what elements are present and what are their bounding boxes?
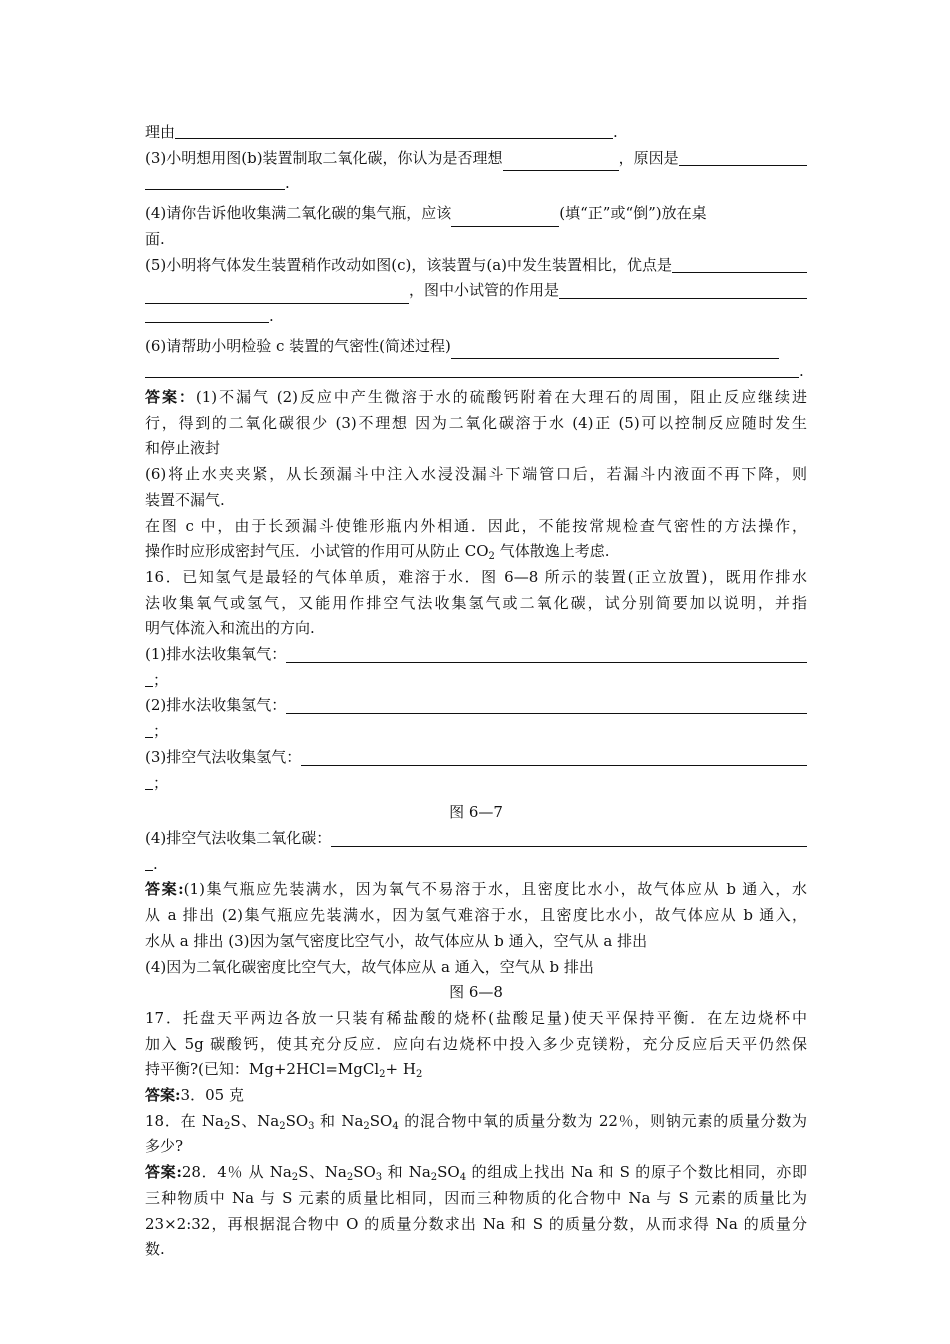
- figure-caption-6-7: 图 6—7: [449, 803, 503, 822]
- q15-part4-cont: 面.: [145, 229, 165, 248]
- q15-part6: (6)请帮助小明检验 c 装置的气密性(简述过程): [145, 334, 807, 360]
- q15-part3-cont: .: [145, 171, 807, 197]
- q15-answer-line3: 和停止液封: [145, 439, 221, 458]
- q16-answer-line4: (4)因为二氧化碳密度比空气大，故气体应从 a 通入，空气从 b 排出: [145, 957, 594, 976]
- q16-stem-line1: 16．已知氢气是最轻的气体单质，难溶于水．图 6—8 所示的装置(正立放置)，既用作排水: [145, 567, 807, 586]
- reason-line: 理由 .: [145, 123, 618, 141]
- q15-answer-line6: 在图 c 中，由于长颈漏斗使锥形瓶内外相通．因此，不能按常规检查气密性的方法操作，: [145, 516, 807, 535]
- q16-part1: (1)排水法收集氧气：: [145, 642, 807, 668]
- answer-label: 答案:: [145, 1086, 181, 1105]
- answer-blank[interactable]: [672, 256, 807, 273]
- q17-stem-line2: 加入 5g 碳酸钙，使其充分反应．应向右边烧杯中投入多少克镁粉，充分反应后天平仍然保: [145, 1034, 807, 1053]
- q16-part2: (2)排水法收集氢气：: [145, 693, 807, 719]
- q16-answer-line1: 答案:(1)集气瓶应先装满水，因为氧气不易溶于水，且密度比水小，故气体应从 b 通入，水: [145, 880, 807, 899]
- q15-answer-line4: (6)将止水夹夹紧，从长颈漏斗中注入水浸没漏斗下端管口后，若漏斗内液面不再下降，则: [145, 465, 807, 484]
- q15-answer-line2: 行，得到的二氧化碳很少 (3)不理想 因为二氧化碳溶于水 (4)正 (5)可以控制反应随时发生: [145, 413, 807, 432]
- q18-answer-line3: 23×2:32，再根据混合物中 O 的质量分数求出 Na 和 S 的质量分数，从而求得 Na 的质量分: [145, 1214, 807, 1233]
- q15-part4: (4)请你告诉他收集满二氧化碳的集气瓶，应该 (填“正”或“倒”)放在桌: [145, 201, 807, 227]
- q17-answer: 答案:3．05 克: [145, 1086, 244, 1105]
- q15-answer-line7: 操作时应形成密封气压．小试管的作用可从防止 $CO_2$ 气体散逸上考虑.: [145, 542, 610, 563]
- q16-part3: (3)排空气法收集氢气：: [145, 745, 807, 771]
- answer-blank[interactable]: [451, 210, 559, 227]
- answer-blank[interactable]: [145, 173, 285, 190]
- q15-part5-end: .: [145, 304, 807, 330]
- q18-answer-line2: 三种物质中 Na 与 S 元素的质量比相同，因而三种物质的化合物中 Na 与 S 元素的质量比为: [145, 1188, 807, 1207]
- q16-answer-line3: 水从 a 排出 (3)因为氢气密度比空气小，故气体应从 b 通入，空气从 a 排出: [145, 931, 648, 950]
- answer-blank[interactable]: [145, 670, 153, 687]
- q15-part3: (3)小明想用图(b)装置制取二氧化碳，你认为是否理想 ，原因是: [145, 146, 807, 172]
- q16-stem-line3: 明气体流入和流出的方向.: [145, 619, 315, 638]
- answer-blank[interactable]: [145, 854, 153, 871]
- q16-answer-line2: 从 a 排出 (2)集气瓶应先装满水，因为氢气难溶于水，且密度比水小，故气体应从 b 通入，: [145, 906, 807, 925]
- answer-blank[interactable]: [451, 342, 779, 359]
- answer-blank[interactable]: [286, 697, 807, 714]
- q18-stem-line1: 18．在 $Na_2S$、$Na_2SO_3$ 和 $Na_2SO_4$ 的混合物中氧的质量分数为 22％，则钠元素的质量分数为: [145, 1111, 807, 1132]
- answer-blank[interactable]: [145, 721, 153, 738]
- answer-blank[interactable]: [175, 122, 613, 139]
- q15-part6-cont: .: [145, 359, 807, 385]
- q16-part3-end: ；: [145, 771, 807, 797]
- answer-blank[interactable]: [559, 282, 807, 299]
- answer-blank[interactable]: [301, 749, 807, 766]
- answer-blank[interactable]: [145, 361, 799, 378]
- q17-stem-line3: 持平衡?(已知：Mg+2HCl=MgCl$_2$+ $H_2$: [145, 1060, 423, 1081]
- answer-label: 答案:: [145, 1163, 182, 1182]
- answer-blank[interactable]: [679, 149, 807, 166]
- q18-answer-line1: 答案:28．4％ 从 $Na_2S$、$Na_2SO_3$ 和 $Na_2SO_4$ 的组成上找出 Na 和 S 的原子个数比相同，亦即: [145, 1163, 807, 1184]
- q15-part5-cont: ，图中小试管的作用是: [145, 278, 807, 304]
- q16-part4-end: .: [145, 852, 807, 878]
- q16-part1-end: ；: [145, 668, 807, 694]
- answer-blank[interactable]: [145, 287, 409, 304]
- q16-stem-line2: 法收集氧气或氢气，又能用作排空气法收集氢气或二氧化碳，试分别简要加以说明，并指: [145, 593, 807, 612]
- q16-part4: (4)排空气法收集二氧化碳：: [145, 826, 807, 852]
- q16-part2-end: ；: [145, 719, 807, 745]
- q15-answer-line1: 答案：(1)不漏气 (2)反应中产生微溶于水的硫酸钙附着在大理石的周围，阻止反应继续进: [145, 388, 807, 407]
- figure-caption-6-8: 图 6—8: [449, 983, 503, 1002]
- answer-label: 答案:: [145, 880, 184, 899]
- q15-part5: (5)小明将气体发生装置稍作改动如图(c)，该装置与(a)中发生装置相比，优点是: [145, 253, 807, 279]
- answer-blank[interactable]: [331, 830, 807, 847]
- q15-answer-line5: 装置不漏气.: [145, 490, 225, 509]
- answer-blank[interactable]: [503, 154, 619, 171]
- answer-blank[interactable]: [286, 646, 807, 663]
- q17-stem-line1: 17．托盘天平两边各放一只装有稀盐酸的烧杯(盐酸足量)使天平保持平衡．在左边烧杯中: [145, 1008, 807, 1027]
- document-page: [145, 120, 807, 1263]
- answer-label: 答案：: [145, 388, 196, 407]
- q18-answer-line4: 数.: [145, 1240, 165, 1259]
- answer-blank[interactable]: [145, 306, 269, 323]
- q18-stem-line2: 多少?: [145, 1137, 184, 1156]
- answer-blank[interactable]: [145, 773, 153, 790]
